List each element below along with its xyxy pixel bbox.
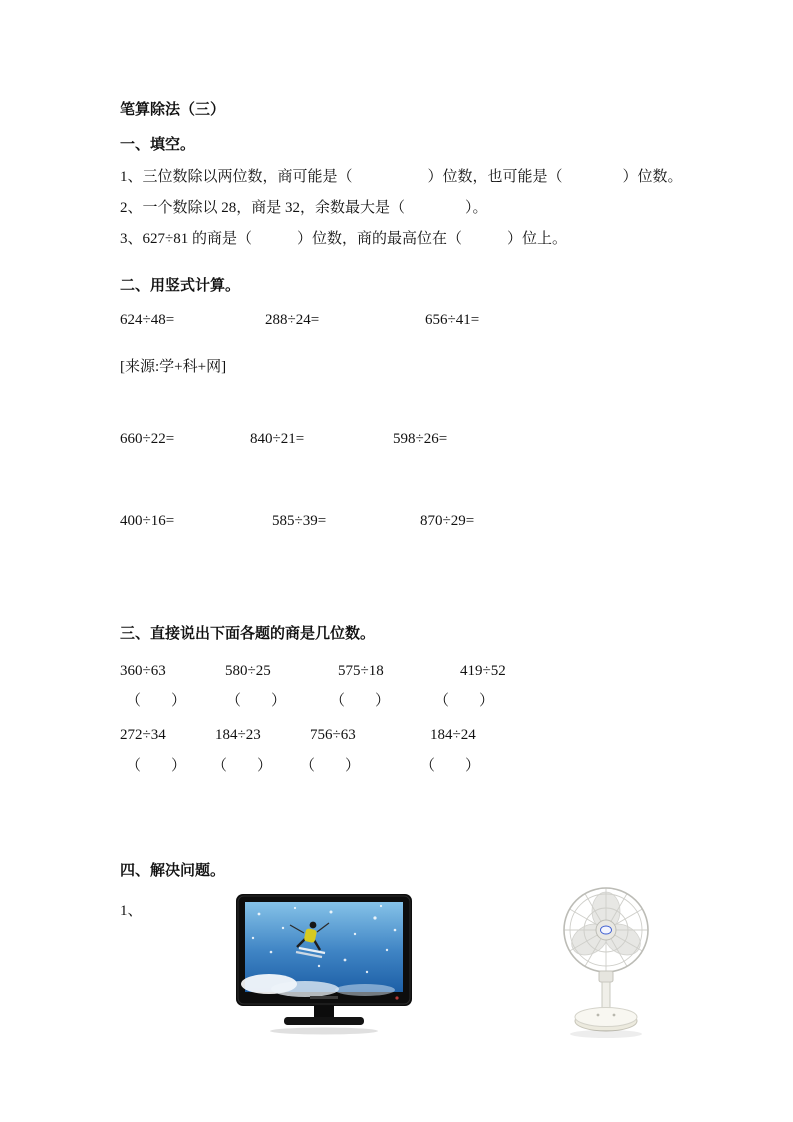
- fan-neck: [599, 971, 613, 982]
- answer-blank: （ ）: [126, 693, 187, 709]
- tv-shadow: [270, 1028, 378, 1035]
- fan-image: [554, 884, 658, 1047]
- answer-blank: （ ）: [434, 693, 495, 709]
- division-problem: 624÷48=: [120, 312, 175, 328]
- division-problem: 575÷18: [338, 663, 384, 679]
- fill-blank-q1: 1、三位数除以两位数，商可能是（ ）位数，也可能是（ ）位数。: [120, 169, 683, 185]
- division-problem: 598÷26=: [393, 431, 448, 447]
- answer-blank: （ ）: [226, 693, 287, 709]
- answer-blank: （ ）: [420, 758, 481, 774]
- section2-heading: 二、用竖式计算。: [120, 278, 241, 294]
- answer-blank: （ ）: [212, 758, 273, 774]
- division-problem: 419÷52: [460, 663, 506, 679]
- division-problem: 580÷25: [225, 663, 271, 679]
- fill-blank-q2: 2、一个数除以 28，商是 32，余数最大是（ ）。: [120, 200, 488, 216]
- division-problem: 656÷41=: [425, 312, 480, 328]
- source-watermark: [来源:学+科+网]: [120, 359, 227, 375]
- division-problem: 585÷39=: [272, 513, 327, 529]
- division-problem: 756÷63: [310, 727, 356, 743]
- section3-heading: 三、直接说出下面各题的商是几位数。: [120, 626, 376, 642]
- division-problem: 184÷24: [430, 727, 476, 743]
- division-problem: 870÷29=: [420, 513, 475, 529]
- answer-blank: （ ）: [300, 758, 361, 774]
- fan-shadow: [570, 1030, 642, 1038]
- fan-hub-logo: [601, 926, 612, 934]
- section4-heading: 四、解决问题。: [120, 863, 226, 879]
- division-problem: 360÷63: [120, 663, 166, 679]
- worksheet-title: 笔算除法（三）: [120, 102, 226, 118]
- tv-stand-base: [284, 1017, 364, 1025]
- tv-brand-strip: [310, 996, 338, 999]
- division-problem: 400÷16=: [120, 513, 175, 529]
- division-problem: 288÷24=: [265, 312, 320, 328]
- answer-blank: （ ）: [330, 693, 391, 709]
- division-problem: 184÷23: [215, 727, 261, 743]
- section1-heading: 一、填空。: [120, 137, 196, 153]
- tv-power-led: [395, 996, 398, 999]
- problem1-number: 1、: [120, 903, 143, 919]
- tv-image: [235, 894, 413, 1041]
- division-problem: 660÷22=: [120, 431, 175, 447]
- fill-blank-q3: 3、627÷81 的商是（ ）位数，商的最高位在（ ）位上。: [120, 231, 567, 247]
- answer-blank: （ ）: [126, 758, 187, 774]
- division-problem: 840÷21=: [250, 431, 305, 447]
- division-problem: 272÷34: [120, 727, 166, 743]
- tv-stand-neck: [314, 1006, 334, 1017]
